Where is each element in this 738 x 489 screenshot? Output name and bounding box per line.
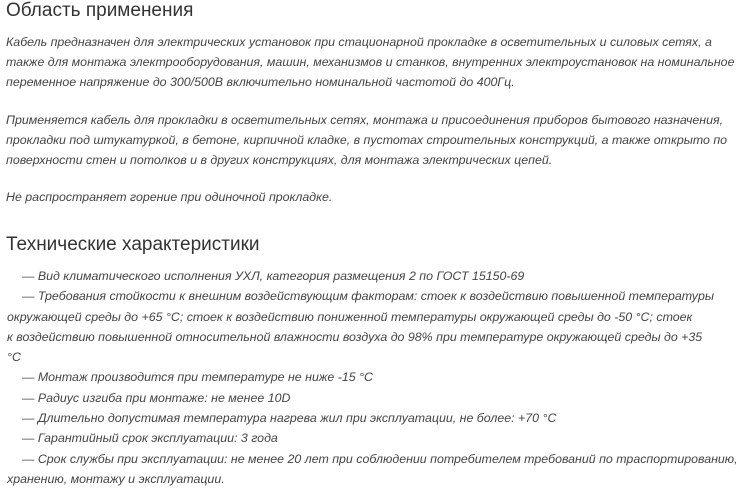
spec-line: °С [7,350,21,365]
spec-item-resistance [7,286,738,367]
paragraph-line: переменное напряжение до 300/500В включительно номинальной частотой до 400Гц. [6,75,515,89]
spec-line: — Требования стойкости к внешним воздействующим факторам: стоек к воздействию повышенной температуры [22,289,714,304]
specs-list [7,266,738,489]
spec-item-warranty [22,428,738,448]
application-paragraph-3 [6,187,738,207]
paragraph-line: Не распространяет горение при одиночной прокладке. [6,190,333,204]
spec-line: хранению, монтажу и эксплуатации. [7,471,225,486]
spec-item-max-temp [22,408,738,428]
paragraph-line: Кабель предназначен для электрических установок при стационарной прокладке в осветительных и силовых сетях, а [6,35,712,49]
paragraph-line: поверхности стен и потолков и в других конструкциях, для монтажа электрических цепей. [6,153,553,167]
spec-line: — Вид климатического исполнения УХЛ, категория размещения 2 по ГОСТ 15150-69 [22,269,525,283]
application-paragraph-1 [6,32,738,92]
spec-item-install-temp [22,367,738,387]
spec-line: окружающей среды до +65 °С; стоек к воздействию пониженной температуры окружающей среды до -50 °С; стоек [7,309,693,324]
spec-line: к воздействию повышенной относительной влажности воздуха до 98% при температуре окружающей среды до +35 [7,329,703,344]
spec-line: — Радиус изгиба при монтаже: не менее 10D [22,390,291,405]
spec-item-service-life [7,449,738,489]
paragraph-line: также для монтажа электрооборудования, машин, механизмов и станков, внутренних электроустановок на номинальное [6,55,735,69]
application-section-title: Область применения [6,0,194,21]
spec-line: — Срок службы при эксплуатации: не менее 20 лет при соблюдении потребителем требований по траспортированию, [22,451,738,466]
paragraph-line: прокладки под штукатуркой, в бетоне, кирпичной кладке, в пустотах строительных конструкций, а также открыто по [6,133,728,147]
spec-line: — Гарантийный срок эксплуатации: 3 года [22,431,278,446]
spec-line: — Длительно допустимая температура нагрева жил при эксплуатации, не более: +70 °С [22,411,557,426]
paragraph-line: Применяется кабель для прокладки в осветительных сетях, монтажа и присоединения приборов бытового назначения, [6,113,724,127]
spec-item-bend-radius [22,388,738,408]
spec-line: — Монтаж производится при температуре не ниже -15 °С [22,370,373,385]
specs-section-title: Технические характеристики [6,234,260,255]
spec-item-climate [22,266,738,286]
application-paragraph-2 [6,110,738,170]
